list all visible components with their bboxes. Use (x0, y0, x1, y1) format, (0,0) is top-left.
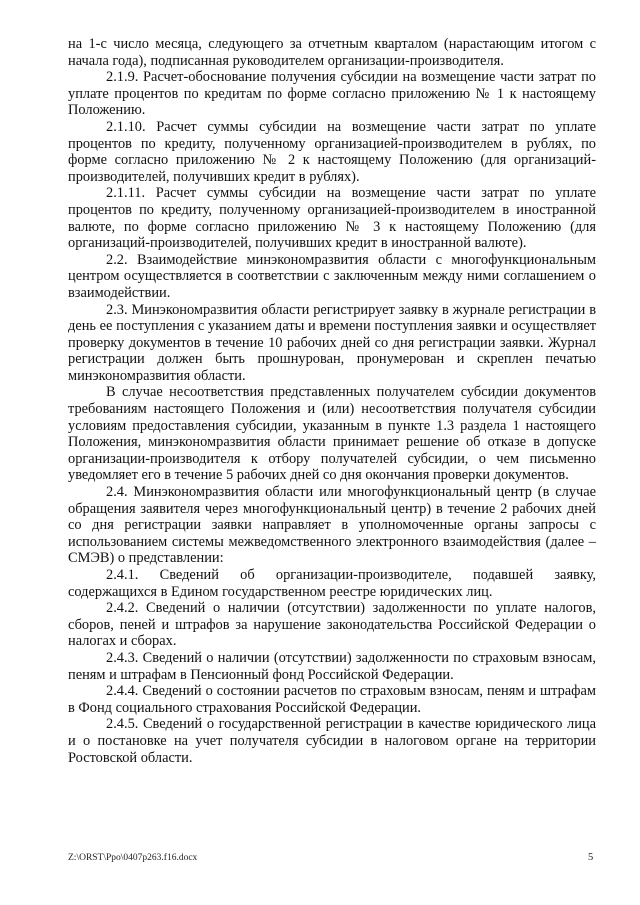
paragraph-2-1-10: 2.1.10. Расчет суммы субсидии на возмещение части затрат по уплате процентов по кредиту, полученному организацией-производителем в рублях, по форме согласно приложению № 2 к настоящему Положению (для организаций-производителей, получивших кредит в рублях). (68, 118, 596, 185)
paragraph-2-4: 2.4. Минэкономразвития области или многофункциональный центр (в случае обращения заявителя через многофункциональный центр) в течение 2 рабочих дней со дня регистрации заявки направляет в уполномоченные органы запросы с использованием системы межведомственного электронного взаимодействия (далее – СМЭВ) о представлении: (68, 484, 596, 567)
paragraph-2-4-1: 2.4.1. Сведений об организации-производителе, подавшей заявку, содержащихся в Едином государственном реестре юридических лиц. (68, 567, 596, 600)
page-number: 5 (588, 852, 594, 863)
paragraph-2-4-5: 2.4.5. Сведений о государственной регистрации в качестве юридического лица и о постановке на учет получателя субсидии в налоговом органе на территории Ростовской области. (68, 716, 596, 766)
paragraph-2-4-3: 2.4.3. Сведений о наличии (отсутствии) задолженности по страховым взносам, пеням и штрафам в Пенсионный фонд Российской Федерации. (68, 649, 596, 683)
paragraph-2-3-refusal: В случае несоответствия представленных получателем субсидии документов требованиям настоящего Положения и (или) несоответствия получателя субсидии условиям предоставления субсидии, указанным в пункте 1.3 раздела 1 настоящего Положения, минэкономразвития области принимает решение об отказе в допуске организации-производителя к отбору получателей субсидии, о чем письменно уведомляет его в течение 5 рабочих дней со дня окончания проверки документов. (68, 384, 596, 484)
paragraph-2-4-4: 2.4.4. Сведений о состоянии расчетов по страховым взносам, пеням и штрафам в Фонд социального страхования Российской Федерации. (68, 683, 596, 716)
paragraph-2-3: 2.3. Минэкономразвития области регистрирует заявку в журнале регистрации в день ее поступления с указанием даты и времени поступления заявки и осуществляет проверку документов в течение 10 рабочих дней со дня регистрации заявки. Журнал регистрации должен быть прошнурован, пронумерован и скреплен печатью минэкономразвития области. (68, 301, 596, 384)
document-body (68, 36, 596, 766)
paragraph-2-4-2: 2.4.2. Сведений о наличии (отсутствии) задолженности по уплате налогов, сборов, пеней и штрафов за нарушение законодательства Российской Федерации о налогах и сборах. (68, 600, 596, 650)
footer-file-path: Z:\ORST\Ppo\0407p263.f16.docx (68, 853, 198, 863)
paragraph-2-1-9: 2.1.9. Расчет-обоснование получения субсидии на возмещение части затрат по уплате процентов по кредитам по форме согласно приложению № 1 к настоящему Положению. (68, 69, 596, 119)
paragraph-continuation: на 1-с число месяца, следующего за отчетным кварталом (нарастающим итогом с начала года), подписанная руководителем организации-производителя. (68, 36, 596, 69)
paragraph-2-2: 2.2. Взаимодействие минэкономразвития области с многофункциональным центром осуществляется в соответствии с заключенным между ними соглашением о взаимодействии. (68, 251, 596, 301)
paragraph-2-1-11: 2.1.11. Расчет суммы субсидии на возмещение части затрат по уплате процентов по кредиту, полученному организацией-производителем в иностранной валюте, по форме согласно приложению № 3 к настоящему Положению (для организаций-производителей, получивших кредит в иностранной валюте). (68, 185, 596, 252)
